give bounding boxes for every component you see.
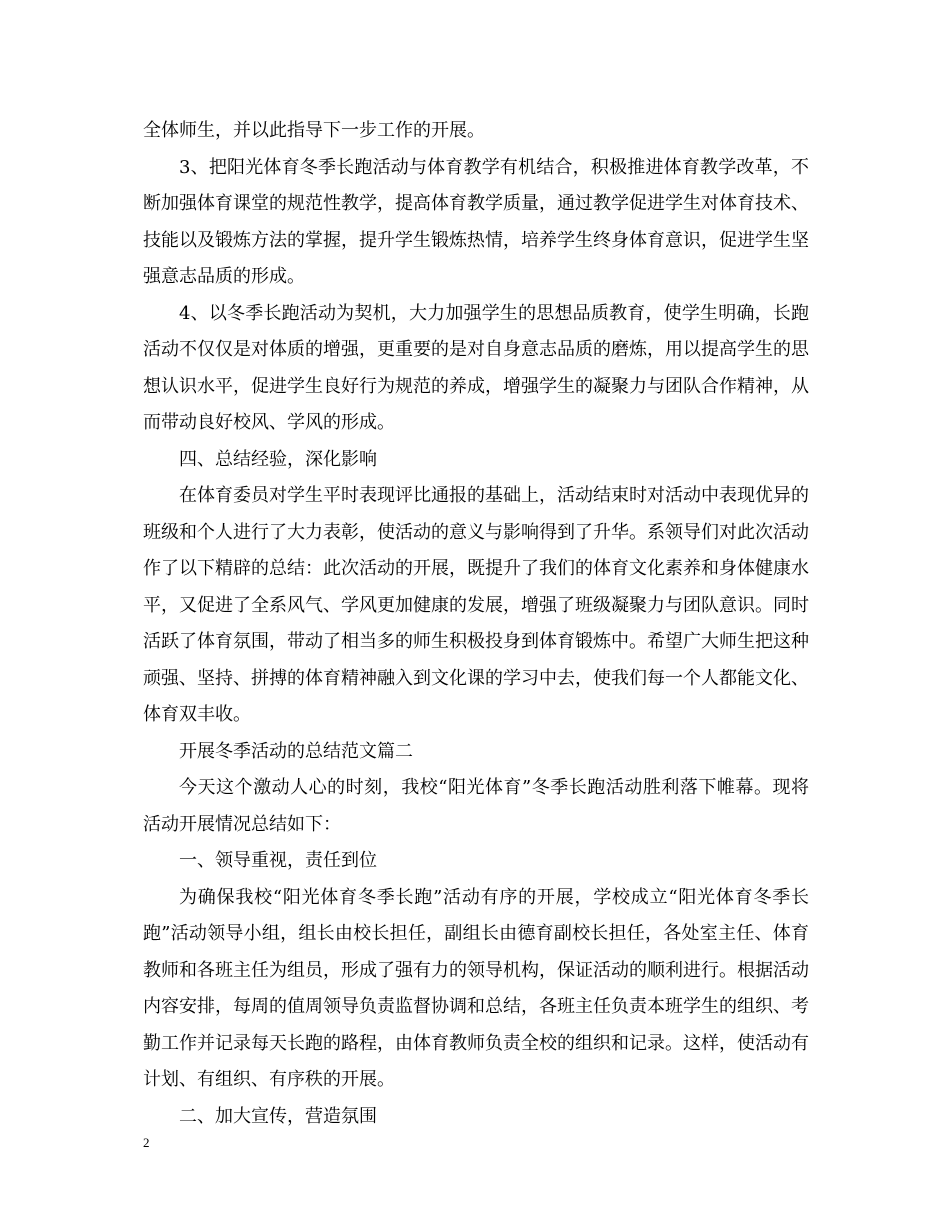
paragraph: 今天这个激动人心的时刻，我校“阳光体育”冬季长跑活动胜利落下帷幕。现将活动开展情况总结如下：	[143, 777, 809, 835]
article-title: 开展冬季活动的总结范文篇二	[179, 740, 413, 762]
page-number: 2	[143, 1135, 150, 1150]
paragraph: 在体育委员对学生平时表现评比通报的基础上，活动结束时对活动中表现优异的班级和个人进行了大力表彰，使活动的意义与影响得到了升华。系领导们对此次活动作了以下精辟的总结：此次活动的开展，既提升了我们的体育文化素养和身体健康水平，又促进了全系风气、学风更加健康的发展，增强了班级凝聚力与团队意识。同时活跃了体育氛围，带动了相当多的师生积极投身到体育锻炼中。希望广大师生把这种顽强、坚持、拼搏的体育精神融入到文化课的学习中去，使我们每一个人都能文化、体育双丰收。	[143, 485, 809, 725]
document-body	[143, 113, 809, 1135]
paragraph: 为确保我校“阳光体育冬季长跑”活动有序的开展，学校成立“阳光体育冬季长跑”活动领导小组，组长由校长担任，副组长由德育副校长担任，各处室主任、体育教师和各班主任为组员，形成了强有力的领导机构，保证活动的顺利进行。根据活动内容安排，每周的值周领导负责监督协调和总结，各班主任负责本班学生的组织、考勤工作并记录每天长跑的路程，由体育教师负责全校的组织和记录。这样，使活动有计划、有组织、有序秩的开展。	[143, 886, 809, 1090]
paragraph: 3、把阳光体育冬季长跑活动与体育教学有机结合，积极推进体育教学改革，不断加强体育课堂的规范性教学，提高体育教学质量，通过教学促进学生对体育技术、技能以及锻炼方法的掌握，提升学生锻炼热情，培养学生终身体育意识，促进学生坚强意志品质的形成。	[143, 156, 809, 287]
section-heading: 一、领导重视，责任到位	[179, 850, 377, 871]
paragraph: 全体师生，并以此指导下一步工作的开展。	[143, 120, 485, 141]
section-heading: 二、加大宣传，营造氛围	[179, 1105, 377, 1127]
section-heading: 四、总结经验，深化影响	[179, 448, 377, 470]
paragraph: 4、以冬季长跑活动为契机，大力加强学生的思想品质教育，使学生明确，长跑活动不仅仅是对体质的增强，更重要的是对自身意志品质的磨炼，用以提高学生的思想认识水平，促进学生良好行为规范的养成，增强学生的凝聚力与团队合作精神，从而带动良好校风、学风的形成。	[143, 302, 809, 433]
